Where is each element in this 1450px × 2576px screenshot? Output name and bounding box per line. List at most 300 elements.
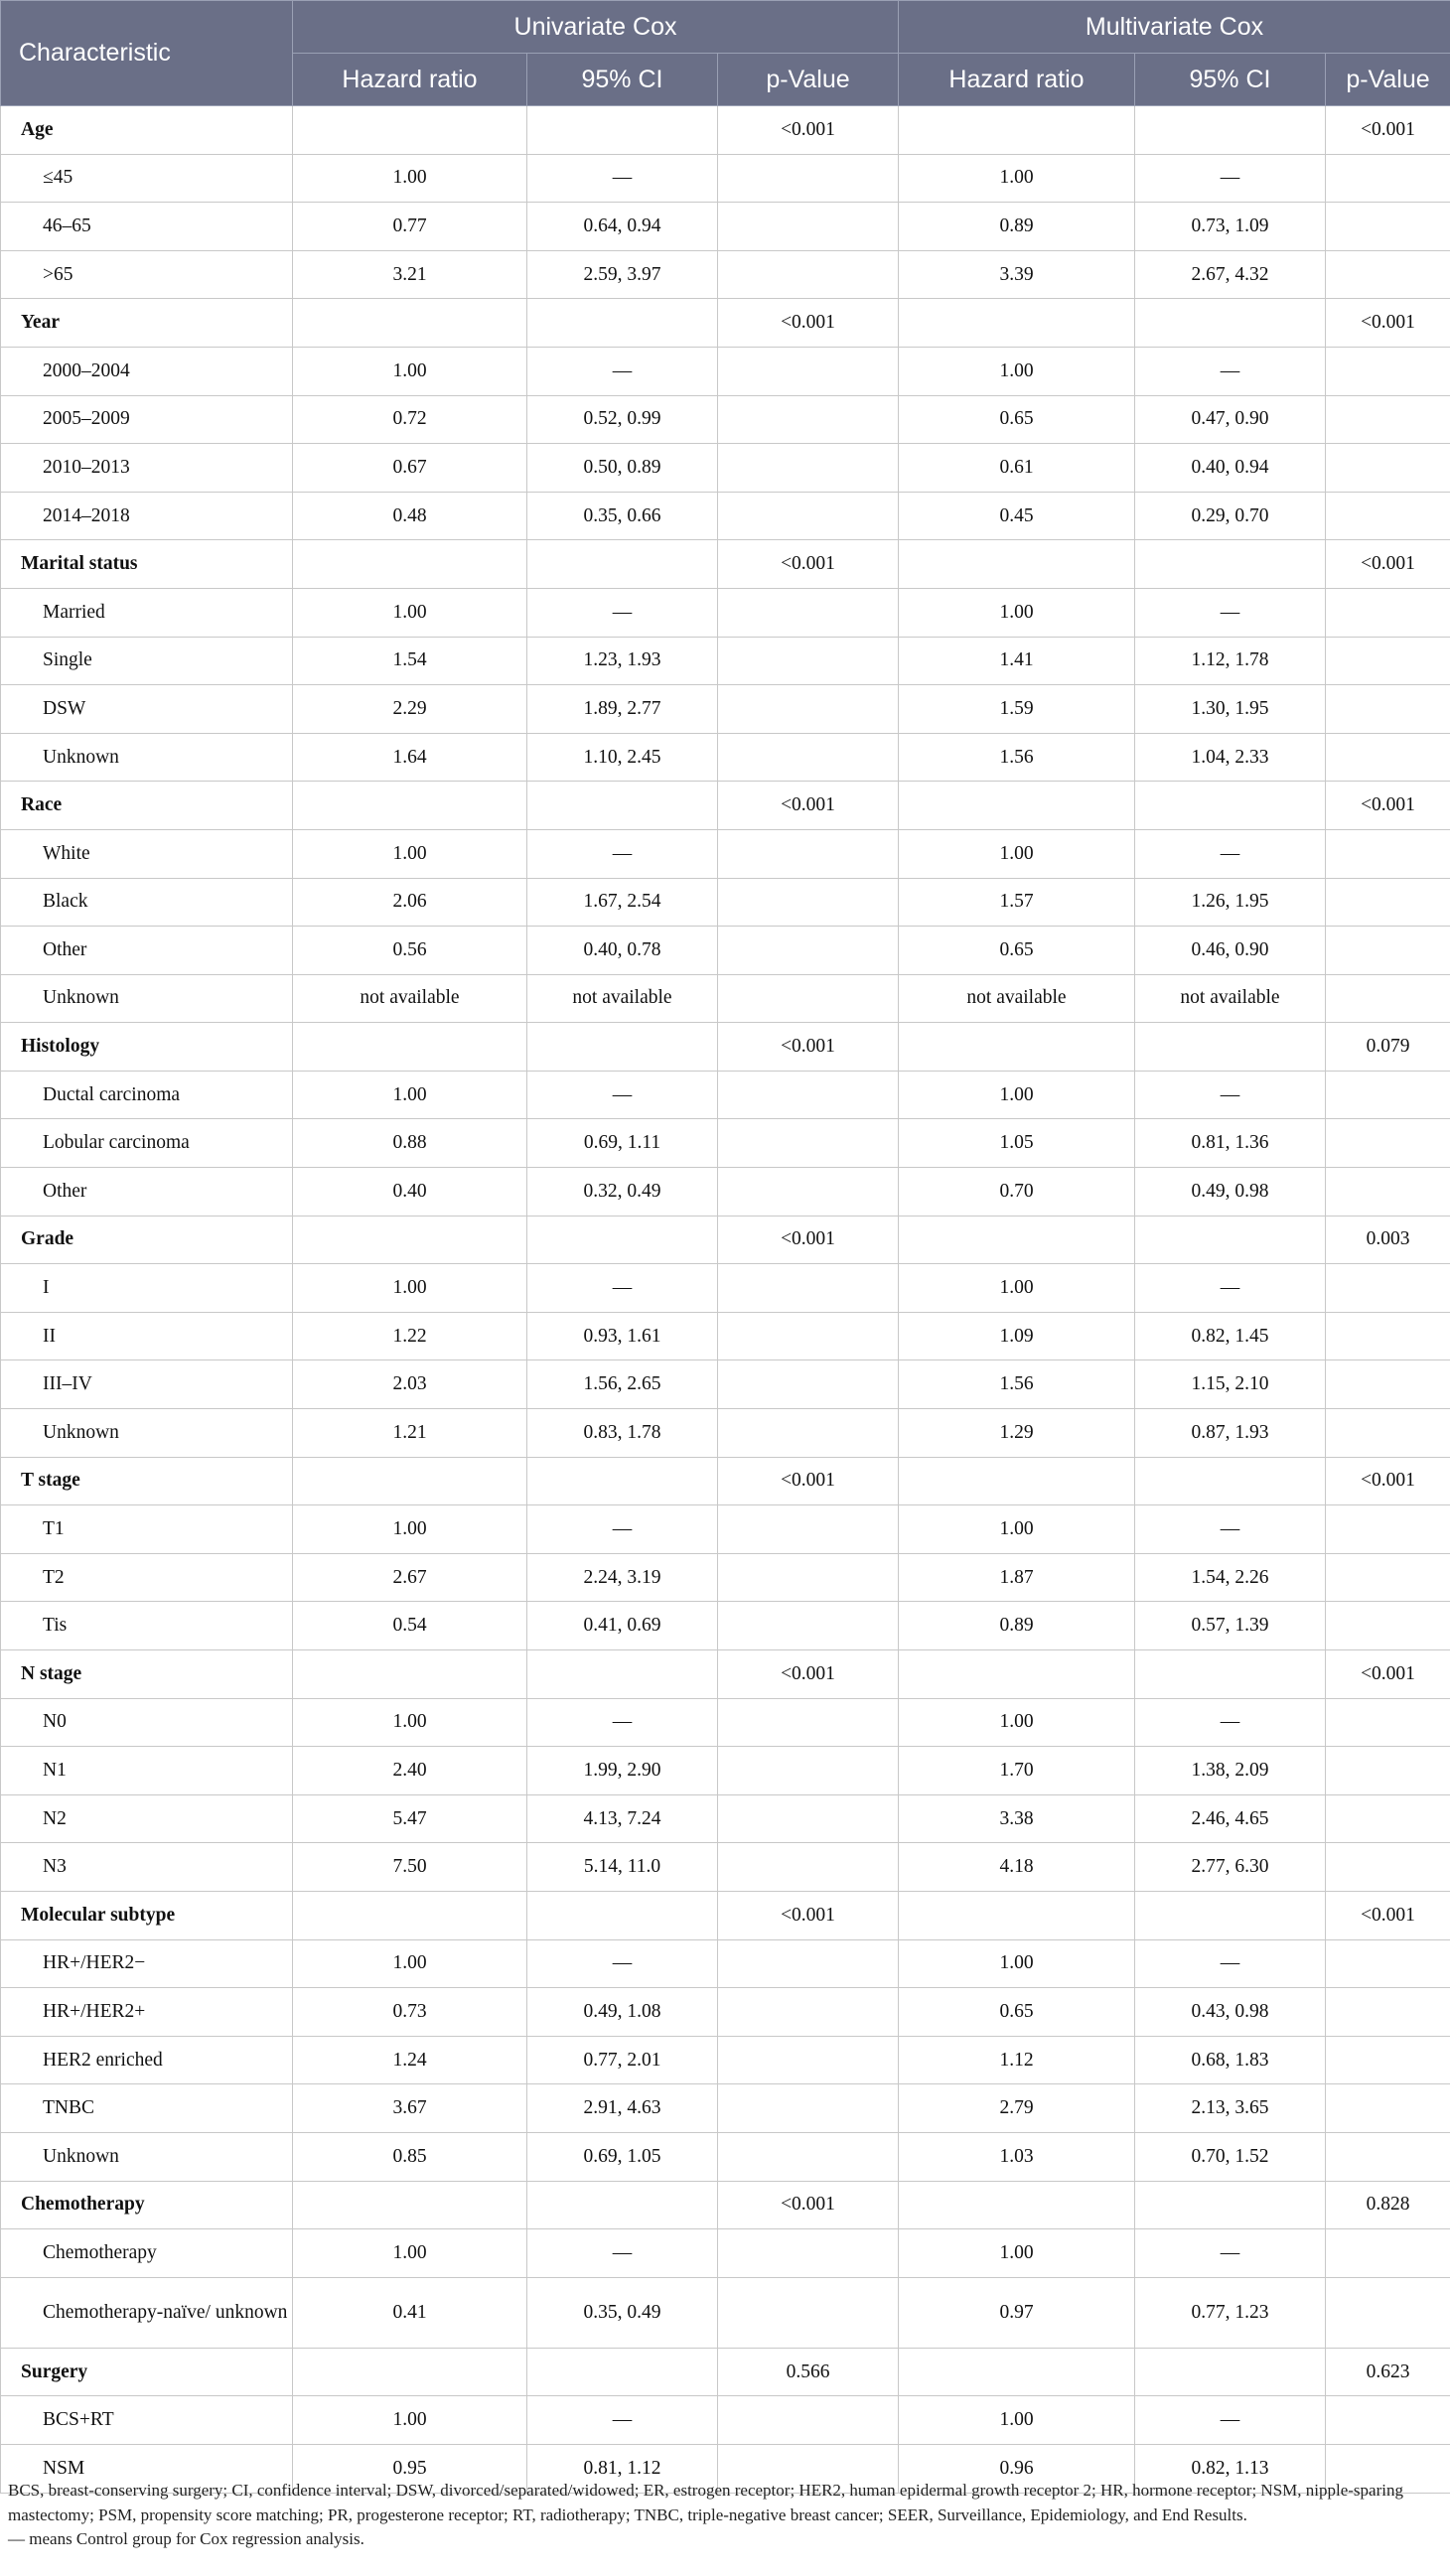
multivariate-ci-cell: 0.46, 0.90: [1135, 927, 1326, 975]
univariate-p-value-cell: [718, 2132, 899, 2181]
multivariate-hazard-ratio-cell: 1.00: [899, 1264, 1135, 1313]
multivariate-ci-cell: —: [1135, 1505, 1326, 1554]
table-row: [1, 492, 1450, 540]
row-label-cell: TNBC: [1, 2084, 293, 2133]
multivariate-ci-cell: [1135, 782, 1326, 830]
univariate-hazard-ratio-cell: 0.67: [293, 444, 527, 493]
multivariate-p-value-cell: [1326, 1843, 1450, 1892]
univariate-hazard-ratio-cell: 0.77: [293, 203, 527, 251]
multivariate-hazard-ratio-cell: 1.00: [899, 1698, 1135, 1747]
univariate-p-value-cell: [718, 492, 899, 540]
univariate-hazard-ratio-cell: [293, 299, 527, 348]
multivariate-hazard-ratio-cell: [899, 782, 1135, 830]
univariate-p-value-cell: [718, 1264, 899, 1313]
multivariate-ci-cell: —: [1135, 829, 1326, 878]
univariate-p-value-cell: <0.001: [718, 2181, 899, 2229]
univariate-hazard-ratio-cell: 0.85: [293, 2132, 527, 2181]
univariate-hazard-ratio-cell: 0.54: [293, 1602, 527, 1650]
table-group-row: [1, 2348, 1450, 2396]
univariate-hazard-ratio-cell: [293, 1457, 527, 1505]
row-label-cell: N0: [1, 1698, 293, 1747]
univariate-p-value-cell: [718, 1168, 899, 1216]
univariate-ci-cell: [527, 540, 718, 589]
univariate-p-value-cell: [718, 2277, 899, 2348]
univariate-ci-cell: 0.35, 0.49: [527, 2277, 718, 2348]
multivariate-hazard-ratio-cell: 1.00: [899, 829, 1135, 878]
row-label-cell: 2005–2009: [1, 395, 293, 444]
multivariate-p-value-cell: [1326, 1312, 1450, 1360]
univariate-hazard-ratio-cell: 0.95: [293, 2444, 527, 2493]
row-label-cell: N1: [1, 1747, 293, 1795]
multivariate-p-value-cell: <0.001: [1326, 299, 1450, 348]
univariate-ci-cell: 0.93, 1.61: [527, 1312, 718, 1360]
univariate-ci-cell: —: [527, 588, 718, 637]
univariate-ci-cell: 5.14, 11.0: [527, 1843, 718, 1892]
table-row: [1, 1939, 1450, 1988]
multivariate-ci-cell: 0.81, 1.36: [1135, 1119, 1326, 1168]
multivariate-p-value-cell: <0.001: [1326, 1457, 1450, 1505]
multivariate-hazard-ratio-cell: 0.65: [899, 927, 1135, 975]
multivariate-hazard-ratio-cell: 1.12: [899, 2036, 1135, 2084]
multivariate-ci-cell: 1.04, 2.33: [1135, 733, 1326, 782]
multivariate-p-value-cell: [1326, 2132, 1450, 2181]
univariate-hazard-ratio-cell: [293, 782, 527, 830]
univariate-hazard-ratio-cell: 1.00: [293, 1939, 527, 1988]
multivariate-p-value-cell: [1326, 878, 1450, 927]
characteristic-header: Characteristic: [1, 1, 293, 106]
multivariate-p-value-cell: [1326, 685, 1450, 734]
row-label-cell: T2: [1, 1553, 293, 1602]
table-row: [1, 2084, 1450, 2133]
multivariate-p-value-cell: [1326, 1360, 1450, 1409]
multivariate-p-value-cell: [1326, 2084, 1450, 2133]
univariate-hazard-ratio-cell: 0.88: [293, 1119, 527, 1168]
row-label-cell: Other: [1, 927, 293, 975]
univariate-p-value-cell: [718, 1843, 899, 1892]
univariate-hazard-ratio-cell: [293, 2181, 527, 2229]
table-row: [1, 1409, 1450, 1458]
table-row: [1, 1747, 1450, 1795]
row-label-cell: Tis: [1, 1602, 293, 1650]
univariate-ci-cell: 0.41, 0.69: [527, 1602, 718, 1650]
multivariate-p-value-cell: [1326, 1168, 1450, 1216]
row-label-cell: Age: [1, 106, 293, 155]
univariate-ci-cell: —: [527, 1939, 718, 1988]
univariate-hazard-ratio-cell: 1.00: [293, 2396, 527, 2445]
multivariate-ci-cell: —: [1135, 347, 1326, 395]
multivariate-p-value-cell: [1326, 1119, 1450, 1168]
univariate-ci-cell: —: [527, 1505, 718, 1554]
univariate-ci-cell: 0.69, 1.05: [527, 2132, 718, 2181]
univariate-ci-cell: —: [527, 2229, 718, 2278]
multivariate-p-value-cell: [1326, 395, 1450, 444]
multivariate-hazard-ratio-cell: 0.89: [899, 1602, 1135, 1650]
multivariate-ci-cell: 2.46, 4.65: [1135, 1794, 1326, 1843]
multivariate-p-value-cell: 0.828: [1326, 2181, 1450, 2229]
multivariate-p-value-cell: [1326, 250, 1450, 299]
multivariate-ci-cell: 0.70, 1.52: [1135, 2132, 1326, 2181]
multivariate-ci-cell: 0.68, 1.83: [1135, 2036, 1326, 2084]
multivariate-p-value-cell: [1326, 203, 1450, 251]
univariate-hazard-ratio-cell: 2.40: [293, 1747, 527, 1795]
multivariate-p-value-cell: [1326, 1939, 1450, 1988]
row-label-cell: 2010–2013: [1, 444, 293, 493]
multivariate-p-value-cell: [1326, 974, 1450, 1023]
multivariate-hazard-ratio-cell: 1.09: [899, 1312, 1135, 1360]
multivariate-hazard-ratio-cell: 1.00: [899, 2396, 1135, 2445]
multivariate-hazard-ratio-cell: 1.56: [899, 733, 1135, 782]
multivariate-p-value-cell: <0.001: [1326, 540, 1450, 589]
multivariate-hazard-ratio-cell: [899, 1457, 1135, 1505]
multivariate-hazard-ratio-cell: [899, 1023, 1135, 1072]
multivariate-hazard-ratio-cell: 4.18: [899, 1843, 1135, 1892]
univariate-hazard-ratio-cell: [293, 540, 527, 589]
table-row: [1, 2277, 1450, 2348]
multivariate-ci-header: 95% CI: [1135, 54, 1326, 106]
multivariate-ci-cell: 0.77, 1.23: [1135, 2277, 1326, 2348]
multivariate-ci-cell: 1.38, 2.09: [1135, 1747, 1326, 1795]
univariate-ci-cell: 0.77, 2.01: [527, 2036, 718, 2084]
table-group-row: [1, 1650, 1450, 1699]
row-label-cell: Chemotherapy: [1, 2229, 293, 2278]
row-label-cell: White: [1, 829, 293, 878]
univariate-hazard-ratio-cell: [293, 1650, 527, 1699]
multivariate-ci-cell: —: [1135, 1939, 1326, 1988]
univariate-p-value-cell: [718, 829, 899, 878]
multivariate-hazard-ratio-cell: [899, 2181, 1135, 2229]
univariate-p-value-cell: [718, 637, 899, 685]
univariate-p-value-cell: <0.001: [718, 540, 899, 589]
multivariate-ci-cell: [1135, 106, 1326, 155]
univariate-p-value-cell: [718, 203, 899, 251]
table-row: [1, 1505, 1450, 1554]
univariate-p-value-cell: [718, 2396, 899, 2445]
univariate-p-value-cell: [718, 1553, 899, 1602]
multivariate-p-value-cell: 0.003: [1326, 1216, 1450, 1264]
univariate-p-value-cell: [718, 1698, 899, 1747]
table-row: [1, 1553, 1450, 1602]
row-label-cell: Chemotherapy: [1, 2181, 293, 2229]
multivariate-p-value-cell: [1326, 444, 1450, 493]
row-label-cell: Unknown: [1, 2132, 293, 2181]
univariate-hazard-ratio-cell: 1.64: [293, 733, 527, 782]
multivariate-ci-cell: [1135, 540, 1326, 589]
univariate-ci-cell: —: [527, 829, 718, 878]
multivariate-hazard-ratio-cell: 1.00: [899, 1071, 1135, 1119]
univariate-hazard-ratio-cell: 0.41: [293, 2277, 527, 2348]
multivariate-hazard-ratio-cell: 0.65: [899, 1988, 1135, 2037]
multivariate-p-value-cell: [1326, 2036, 1450, 2084]
row-label-cell: Grade: [1, 1216, 293, 1264]
row-label-cell: Marital status: [1, 540, 293, 589]
multivariate-ci-cell: [1135, 1650, 1326, 1699]
row-label-cell: Single: [1, 637, 293, 685]
row-label-cell: >65: [1, 250, 293, 299]
multivariate-hazard-ratio-cell: 2.79: [899, 2084, 1135, 2133]
multivariate-ci-cell: —: [1135, 154, 1326, 203]
multivariate-ci-cell: —: [1135, 2396, 1326, 2445]
univariate-p-value-cell: [718, 1747, 899, 1795]
univariate-ci-cell: 4.13, 7.24: [527, 1794, 718, 1843]
table-row: [1, 203, 1450, 251]
univariate-hazard-ratio-cell: 3.21: [293, 250, 527, 299]
table-row: [1, 1698, 1450, 1747]
row-label-cell: Surgery: [1, 2348, 293, 2396]
multivariate-p-value-cell: [1326, 347, 1450, 395]
multivariate-hazard-ratio-cell: 1.70: [899, 1747, 1135, 1795]
univariate-p-value-cell: [718, 1794, 899, 1843]
row-label-cell: N3: [1, 1843, 293, 1892]
row-label-cell: HR+/HER2+: [1, 1988, 293, 2037]
table-row: [1, 2132, 1450, 2181]
univariate-hazard-ratio-cell: 1.00: [293, 347, 527, 395]
univariate-p-value-cell: [718, 1939, 899, 1988]
univariate-ci-cell: 1.23, 1.93: [527, 637, 718, 685]
table-group-row: [1, 1216, 1450, 1264]
univariate-hazard-ratio-cell: 1.00: [293, 154, 527, 203]
multivariate-p-value-cell: [1326, 2277, 1450, 2348]
multivariate-hazard-ratio-cell: 1.56: [899, 1360, 1135, 1409]
univariate-ci-cell: 0.50, 0.89: [527, 444, 718, 493]
multivariate-ci-cell: —: [1135, 1264, 1326, 1313]
univariate-p-value-cell: [718, 685, 899, 734]
univariate-ci-cell: 0.64, 0.94: [527, 203, 718, 251]
univariate-hazard-ratio-cell: [293, 1023, 527, 1072]
multivariate-p-value-cell: [1326, 1409, 1450, 1458]
univariate-p-value-cell: [718, 347, 899, 395]
row-label-cell: Married: [1, 588, 293, 637]
row-label-cell: Other: [1, 1168, 293, 1216]
univariate-ci-cell: —: [527, 347, 718, 395]
univariate-ci-cell: 0.49, 1.08: [527, 1988, 718, 2037]
multivariate-ci-cell: 1.12, 1.78: [1135, 637, 1326, 685]
multivariate-ci-cell: [1135, 1023, 1326, 1072]
multivariate-p-value-cell: [1326, 829, 1450, 878]
multivariate-p-value-cell: [1326, 2396, 1450, 2445]
multivariate-p-value-cell: [1326, 1505, 1450, 1554]
multivariate-p-value-cell: <0.001: [1326, 1891, 1450, 1939]
univariate-p-value-cell: [718, 250, 899, 299]
row-label-cell: NSM: [1, 2444, 293, 2493]
univariate-p-value-cell: [718, 2229, 899, 2278]
multivariate-cox-header: Multivariate Cox: [899, 1, 1450, 54]
univariate-p-value-cell: [718, 878, 899, 927]
row-label-cell: Unknown: [1, 733, 293, 782]
table-row: [1, 829, 1450, 878]
multivariate-ci-cell: 0.87, 1.93: [1135, 1409, 1326, 1458]
multivariate-ci-cell: [1135, 299, 1326, 348]
univariate-p-value-cell: [718, 1071, 899, 1119]
univariate-hazard-ratio-cell: 2.03: [293, 1360, 527, 1409]
multivariate-ci-cell: —: [1135, 2229, 1326, 2278]
row-label-cell: 46–65: [1, 203, 293, 251]
univariate-hazard-ratio-cell: 2.06: [293, 878, 527, 927]
univariate-p-value-cell: [718, 733, 899, 782]
multivariate-ci-cell: 0.82, 1.13: [1135, 2444, 1326, 2493]
univariate-ci-cell: [527, 1023, 718, 1072]
univariate-ci-cell: [527, 2348, 718, 2396]
multivariate-ci-cell: 0.73, 1.09: [1135, 203, 1326, 251]
multivariate-ci-cell: 2.67, 4.32: [1135, 250, 1326, 299]
univariate-ci-cell: 0.32, 0.49: [527, 1168, 718, 1216]
univariate-hazard-ratio-cell: not available: [293, 974, 527, 1023]
univariate-hazard-ratio-cell: 1.00: [293, 1071, 527, 1119]
multivariate-hazard-ratio-cell: 1.87: [899, 1553, 1135, 1602]
univariate-p-value-cell: <0.001: [718, 1650, 899, 1699]
univariate-ci-cell: 0.35, 0.66: [527, 492, 718, 540]
multivariate-ci-cell: —: [1135, 588, 1326, 637]
multivariate-hazard-ratio-cell: 1.00: [899, 1505, 1135, 1554]
multivariate-hazard-ratio-cell: [899, 1650, 1135, 1699]
univariate-ci-cell: 0.52, 0.99: [527, 395, 718, 444]
univariate-p-value-cell: [718, 1409, 899, 1458]
multivariate-hazard-ratio-cell: [899, 1891, 1135, 1939]
univariate-hazard-ratio-cell: 1.00: [293, 2229, 527, 2278]
multivariate-p-value-cell: 0.079: [1326, 1023, 1450, 1072]
multivariate-hazard-ratio-cell: 0.65: [899, 395, 1135, 444]
multivariate-ci-cell: 1.15, 2.10: [1135, 1360, 1326, 1409]
univariate-p-value-cell: [718, 1119, 899, 1168]
univariate-hazard-ratio-cell: 0.48: [293, 492, 527, 540]
univariate-ci-cell: 0.81, 1.12: [527, 2444, 718, 2493]
multivariate-hazard-ratio-cell: 1.29: [899, 1409, 1135, 1458]
table-row: [1, 2396, 1450, 2445]
multivariate-p-value-cell: [1326, 1747, 1450, 1795]
univariate-p-value-cell: [718, 1360, 899, 1409]
univariate-ci-cell: 2.24, 3.19: [527, 1553, 718, 1602]
row-label-cell: HER2 enriched: [1, 2036, 293, 2084]
univariate-ci-cell: not available: [527, 974, 718, 1023]
multivariate-p-value-cell: [1326, 154, 1450, 203]
multivariate-hazard-ratio-cell: 0.89: [899, 203, 1135, 251]
multivariate-hazard-ratio-cell: 1.41: [899, 637, 1135, 685]
table-row: [1, 588, 1450, 637]
univariate-hazard-ratio-cell: 3.67: [293, 2084, 527, 2133]
univariate-p-value-cell: [718, 1505, 899, 1554]
univariate-ci-cell: 1.10, 2.45: [527, 733, 718, 782]
univariate-p-value-cell: 0.566: [718, 2348, 899, 2396]
multivariate-p-value-header: p-Value: [1326, 54, 1450, 106]
multivariate-ci-cell: [1135, 1891, 1326, 1939]
row-label-cell: Unknown: [1, 974, 293, 1023]
univariate-ci-cell: —: [527, 1698, 718, 1747]
row-label-cell: II: [1, 1312, 293, 1360]
row-label-cell: T1: [1, 1505, 293, 1554]
multivariate-p-value-cell: <0.001: [1326, 782, 1450, 830]
univariate-p-value-cell: [718, 444, 899, 493]
row-label-cell: Black: [1, 878, 293, 927]
univariate-hazard-ratio-cell: 0.73: [293, 1988, 527, 2037]
multivariate-ci-cell: 2.13, 3.65: [1135, 2084, 1326, 2133]
univariate-hazard-ratio-cell: [293, 1216, 527, 1264]
univariate-ci-cell: —: [527, 154, 718, 203]
univariate-hazard-ratio-cell: 1.00: [293, 829, 527, 878]
univariate-hazard-ratio-cell: 0.56: [293, 927, 527, 975]
control-group-footnote: — means Control group for Cox regression analysis.: [8, 2529, 364, 2548]
table-group-row: [1, 299, 1450, 348]
univariate-ci-cell: [527, 106, 718, 155]
multivariate-p-value-cell: [1326, 588, 1450, 637]
multivariate-hazard-ratio-cell: [899, 1216, 1135, 1264]
univariate-ci-cell: [527, 1891, 718, 1939]
univariate-hazard-ratio-cell: [293, 106, 527, 155]
univariate-p-value-cell: [718, 2036, 899, 2084]
univariate-ci-cell: 2.59, 3.97: [527, 250, 718, 299]
row-label-cell: Unknown: [1, 1409, 293, 1458]
multivariate-p-value-cell: [1326, 1988, 1450, 2037]
multivariate-p-value-cell: [1326, 1553, 1450, 1602]
multivariate-hazard-ratio-cell: 0.97: [899, 2277, 1135, 2348]
univariate-ci-cell: [527, 1216, 718, 1264]
univariate-hazard-ratio-cell: 1.00: [293, 588, 527, 637]
row-label-cell: N2: [1, 1794, 293, 1843]
row-label-cell: III–IV: [1, 1360, 293, 1409]
multivariate-p-value-cell: [1326, 1698, 1450, 1747]
row-label-cell: 2000–2004: [1, 347, 293, 395]
table-body: [1, 106, 1450, 2494]
table-row: [1, 1312, 1450, 1360]
row-label-cell: BCS+RT: [1, 2396, 293, 2445]
univariate-hazard-ratio-cell: [293, 1891, 527, 1939]
univariate-p-value-cell: [718, 1602, 899, 1650]
multivariate-ci-cell: —: [1135, 1698, 1326, 1747]
table-group-row: [1, 1023, 1450, 1072]
multivariate-p-value-cell: [1326, 1602, 1450, 1650]
univariate-ci-cell: —: [527, 2396, 718, 2445]
row-label-cell: Chemotherapy-naïve/ unknown: [1, 2277, 293, 2348]
table-row: [1, 154, 1450, 203]
univariate-p-value-cell: [718, 2084, 899, 2133]
univariate-p-value-cell: <0.001: [718, 782, 899, 830]
multivariate-ci-cell: [1135, 2181, 1326, 2229]
univariate-p-value-cell: [718, 588, 899, 637]
univariate-hazard-ratio-cell: [293, 2348, 527, 2396]
univariate-ci-cell: 0.83, 1.78: [527, 1409, 718, 1458]
multivariate-hazard-ratio-cell: [899, 106, 1135, 155]
univariate-ci-cell: 2.91, 4.63: [527, 2084, 718, 2133]
multivariate-ci-cell: 0.47, 0.90: [1135, 395, 1326, 444]
multivariate-p-value-cell: <0.001: [1326, 1650, 1450, 1699]
table-row: [1, 2036, 1450, 2084]
univariate-hazard-ratio-cell: 1.24: [293, 2036, 527, 2084]
univariate-ci-cell: 0.40, 0.78: [527, 927, 718, 975]
row-label-cell: Year: [1, 299, 293, 348]
multivariate-hazard-ratio-cell: 1.03: [899, 2132, 1135, 2181]
multivariate-p-value-cell: 0.623: [1326, 2348, 1450, 2396]
univariate-p-value-cell: <0.001: [718, 1216, 899, 1264]
univariate-hazard-ratio-cell: 1.54: [293, 637, 527, 685]
multivariate-p-value-cell: [1326, 1264, 1450, 1313]
multivariate-hazard-ratio-cell: 1.59: [899, 685, 1135, 734]
table-row: [1, 974, 1450, 1023]
multivariate-p-value-cell: [1326, 1071, 1450, 1119]
multivariate-p-value-cell: [1326, 733, 1450, 782]
univariate-p-value-cell: <0.001: [718, 106, 899, 155]
multivariate-ci-cell: not available: [1135, 974, 1326, 1023]
multivariate-p-value-cell: [1326, 2229, 1450, 2278]
multivariate-ci-cell: [1135, 1216, 1326, 1264]
table-row: [1, 444, 1450, 493]
multivariate-hazard-ratio-cell: not available: [899, 974, 1135, 1023]
multivariate-hazard-ratio-cell: 3.39: [899, 250, 1135, 299]
univariate-hazard-ratio-cell: 1.22: [293, 1312, 527, 1360]
multivariate-p-value-cell: [1326, 1794, 1450, 1843]
univariate-ci-cell: [527, 299, 718, 348]
row-label-cell: 2014–2018: [1, 492, 293, 540]
multivariate-ci-cell: 1.26, 1.95: [1135, 878, 1326, 927]
univariate-hazard-ratio-cell: 1.21: [293, 1409, 527, 1458]
table-group-row: [1, 782, 1450, 830]
